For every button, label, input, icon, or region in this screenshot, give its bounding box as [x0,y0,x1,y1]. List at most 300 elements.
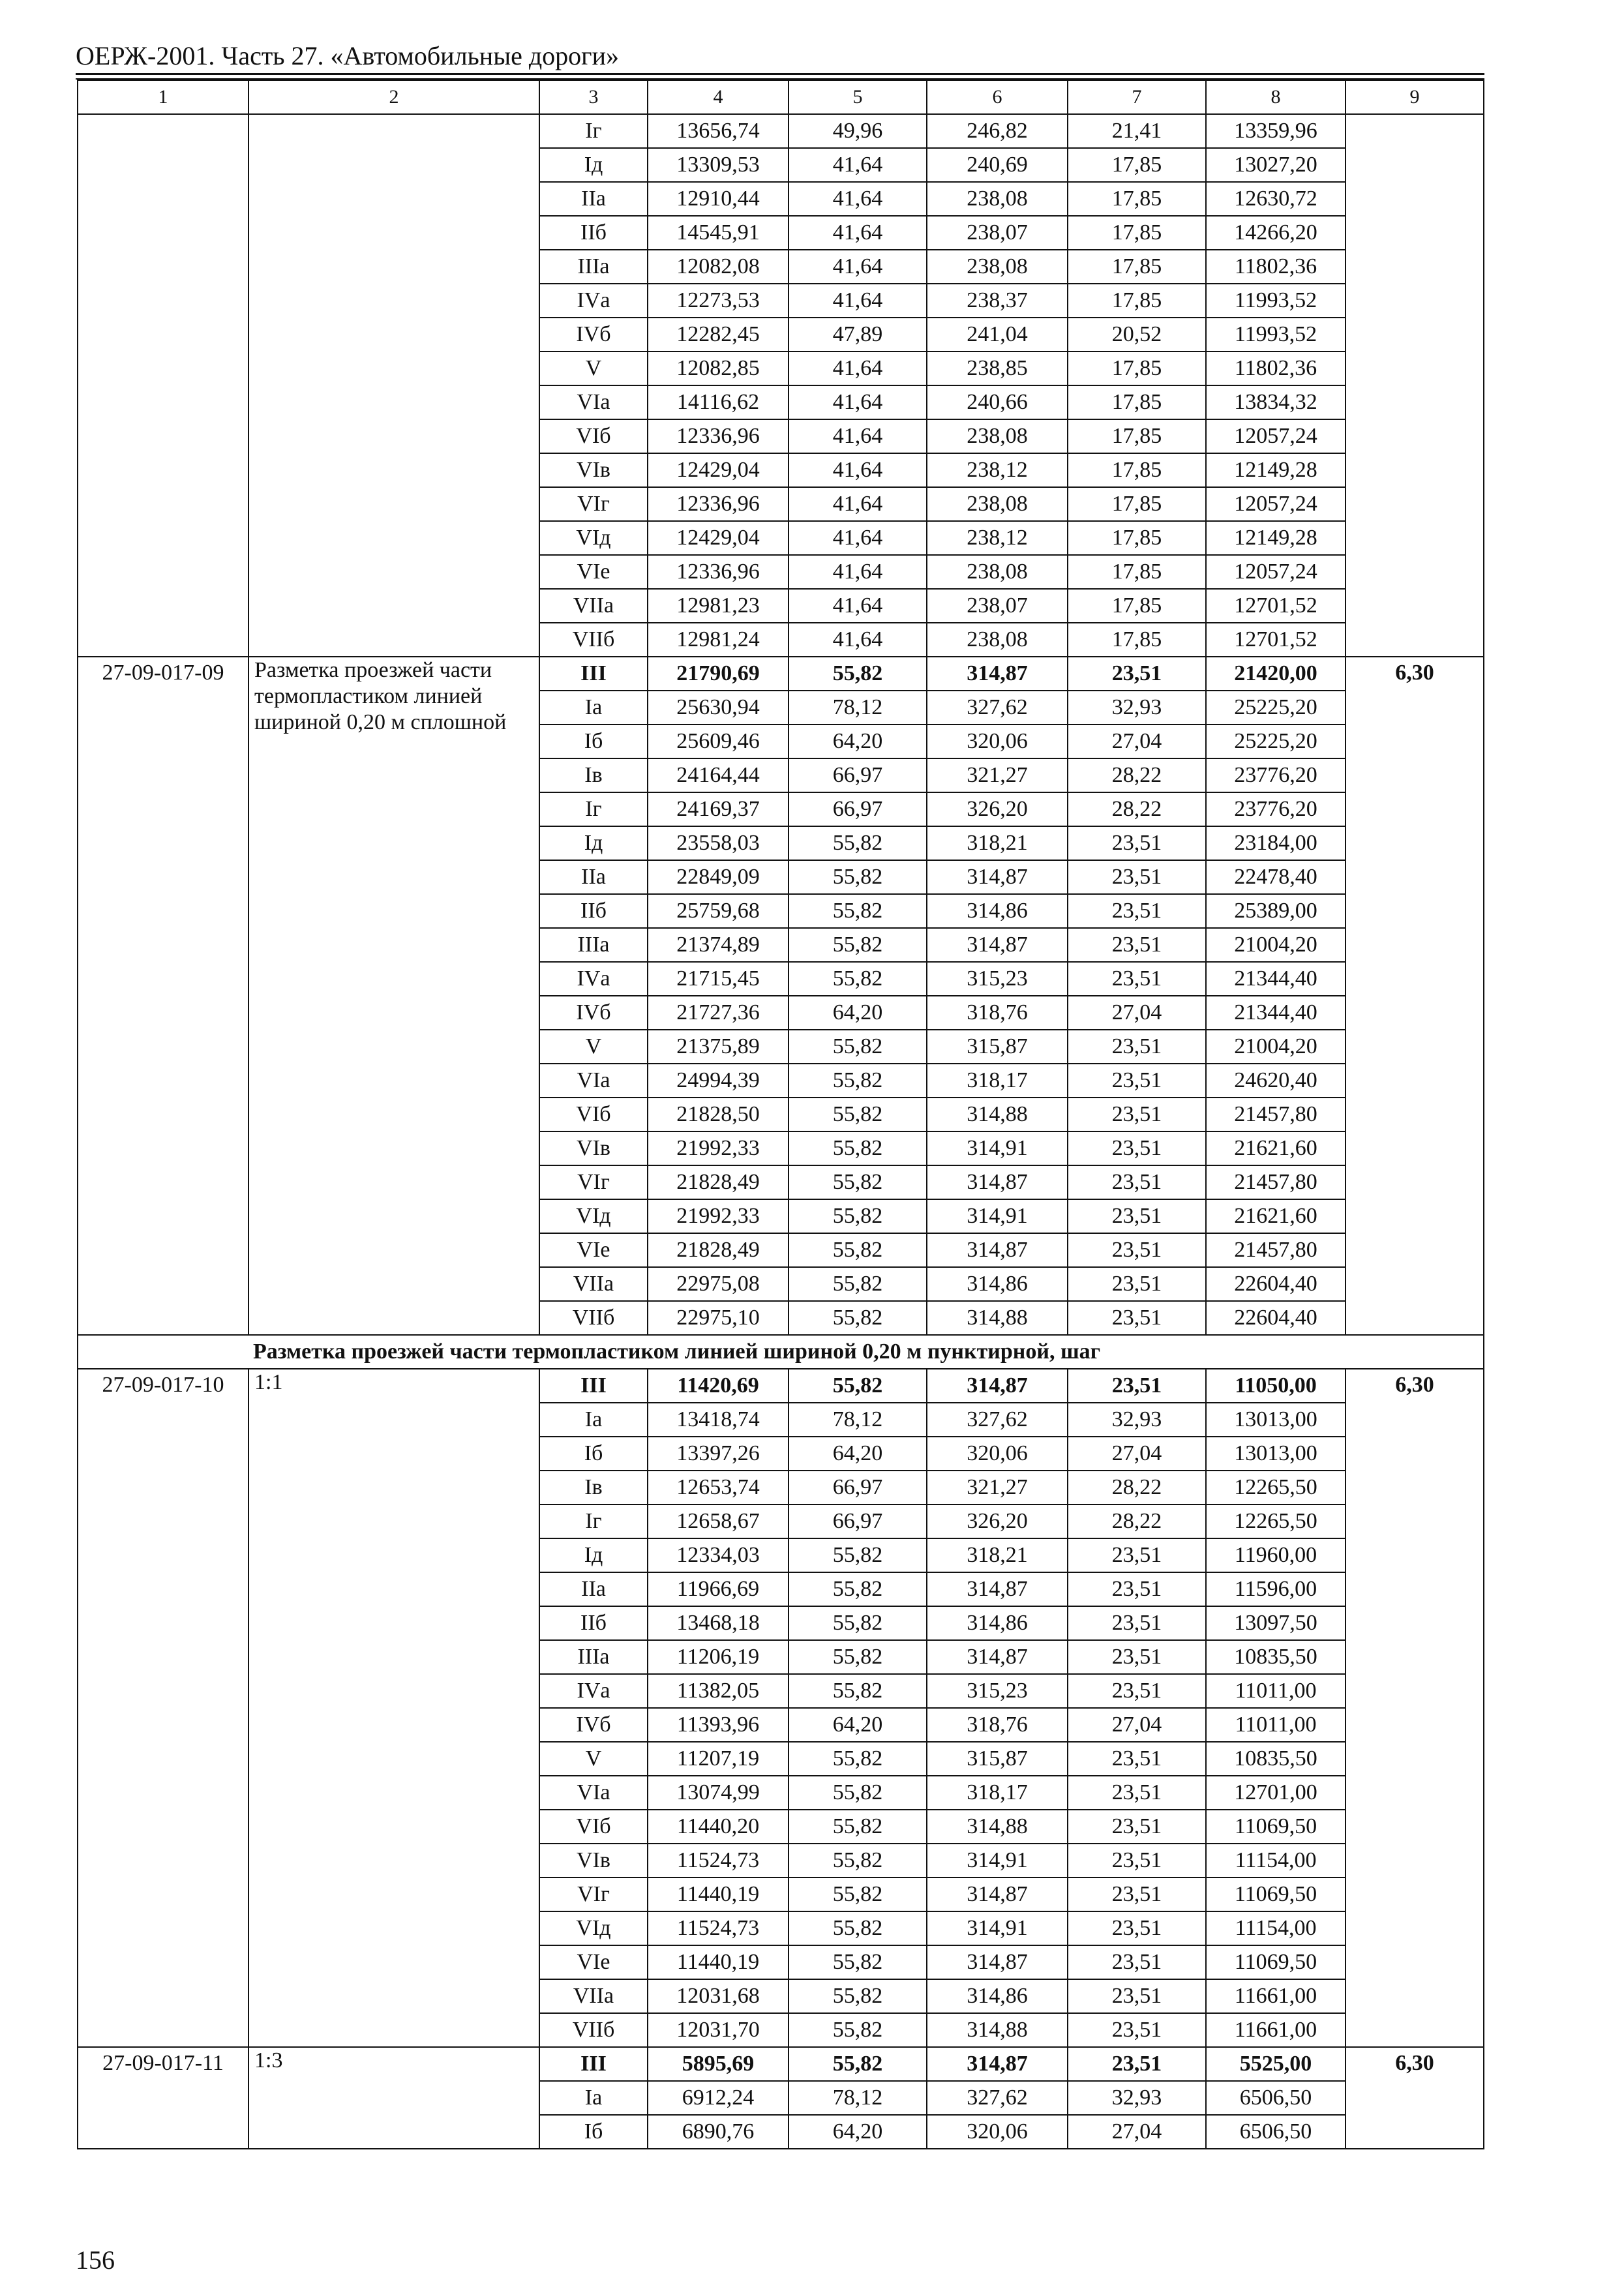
value-cell: 12149,28 [1206,453,1346,487]
zone-cell: VIв [539,453,648,487]
value-cell: 23,51 [1068,1301,1206,1335]
zone-cell: IIа [539,1572,648,1606]
value-cell: 41,64 [789,555,927,589]
value-cell: 13309,53 [648,148,789,182]
zone-cell: Iб [539,2115,648,2149]
zone-cell: Iг [539,114,648,148]
value-cell: 11382,05 [648,1674,789,1708]
zone-cell: Iа [539,2081,648,2115]
zone-cell: VIа [539,1776,648,1810]
value-cell: 23,51 [1068,657,1206,691]
value-cell: 41,64 [789,216,927,250]
value-cell: 21344,40 [1206,962,1346,996]
value-cell: 21621,60 [1206,1199,1346,1233]
column-number: 2 [248,80,539,114]
value-cell: 12282,45 [648,318,789,352]
value-cell: 318,76 [927,1708,1068,1742]
value-cell: 12265,50 [1206,1471,1346,1504]
value-cell: 55,82 [789,1945,927,1979]
value-cell: 12701,00 [1206,1776,1346,1810]
value-cell: 11069,50 [1206,1878,1346,1911]
value-cell: 318,17 [927,1776,1068,1810]
value-cell: 25630,94 [648,691,789,725]
value-cell: 314,86 [927,1979,1068,2013]
value-cell: 12057,24 [1206,487,1346,521]
column-number: 7 [1068,80,1206,114]
value-cell: 321,27 [927,758,1068,792]
column-number: 5 [789,80,927,114]
value-cell: 240,66 [927,385,1068,419]
value-cell: 327,62 [927,1403,1068,1437]
value-cell: 314,87 [927,1233,1068,1267]
work-description [248,114,539,657]
value-cell: 66,97 [789,792,927,826]
value-cell: 55,82 [789,1844,927,1878]
value-cell: 66,97 [789,1471,927,1504]
value-cell: 21004,20 [1206,928,1346,962]
value-cell: 238,08 [927,182,1068,216]
zone-cell: VIв [539,1844,648,1878]
value-cell: 11069,50 [1206,1810,1346,1844]
value-cell: 28,22 [1068,1504,1206,1538]
value-cell: 314,88 [927,1098,1068,1131]
value-cell: 25609,46 [648,725,789,758]
zone-cell: Iд [539,148,648,182]
value-cell: 41,64 [789,521,927,555]
value-cell: 23,51 [1068,1844,1206,1878]
value-cell: 23,51 [1068,1131,1206,1165]
zone-cell: VIб [539,1098,648,1131]
zone-cell: IVа [539,1674,648,1708]
zone-cell: VIIб [539,1301,648,1335]
value-cell: 23,51 [1068,1572,1206,1606]
zone-cell: III [539,1369,648,1403]
value-cell: 12658,67 [648,1504,789,1538]
value-cell: 320,06 [927,1437,1068,1471]
zone-cell: VIе [539,555,648,589]
value-cell: 240,69 [927,148,1068,182]
value-cell: 55,82 [789,860,927,894]
zone-cell: VIб [539,1810,648,1844]
value-cell: 47,89 [789,318,927,352]
value-cell: 27,04 [1068,725,1206,758]
value-cell: 55,82 [789,2013,927,2047]
zone-cell: VIг [539,487,648,521]
value-cell: 24994,39 [648,1064,789,1098]
value-cell: 21,41 [1068,114,1206,148]
value-cell: 11596,00 [1206,1572,1346,1606]
value-cell: 17,85 [1068,385,1206,419]
value-cell: 314,87 [927,1878,1068,1911]
value-cell: 23,51 [1068,1199,1206,1233]
value-cell: 23,51 [1068,928,1206,962]
value-cell: 55,82 [789,1911,927,1945]
value-cell: 11393,96 [648,1708,789,1742]
value-cell: 238,12 [927,453,1068,487]
zone-cell: Iг [539,792,648,826]
value-cell: 55,82 [789,1369,927,1403]
value-cell: 314,87 [927,1369,1068,1403]
value-cell: 21790,69 [648,657,789,691]
value-cell: 13074,99 [648,1776,789,1810]
value-cell: 13468,18 [648,1606,789,1640]
page-number: 156 [76,2245,115,2275]
value-cell: 12031,70 [648,2013,789,2047]
value-cell: 22478,40 [1206,860,1346,894]
value-cell: 17,85 [1068,453,1206,487]
value-cell: 246,82 [927,114,1068,148]
value-cell: 326,20 [927,792,1068,826]
value-cell: 41,64 [789,148,927,182]
value-cell: 55,82 [789,657,927,691]
value-cell: 78,12 [789,2081,927,2115]
zone-cell: V [539,352,648,385]
value-cell: 23,51 [1068,1267,1206,1301]
value-cell: 12429,04 [648,453,789,487]
table-row [78,114,1484,148]
value-cell: 314,87 [927,657,1068,691]
zone-cell: Iв [539,1471,648,1504]
value-cell: 12336,96 [648,419,789,453]
value-cell: 23,51 [1068,1674,1206,1708]
value-cell: 23,51 [1068,1878,1206,1911]
labor-rate: 6,30 [1346,657,1484,1335]
value-cell: 17,85 [1068,352,1206,385]
value-cell: 314,87 [927,860,1068,894]
value-cell: 17,85 [1068,589,1206,623]
value-cell: 11524,73 [648,1911,789,1945]
value-cell: 314,88 [927,2013,1068,2047]
value-cell: 12701,52 [1206,589,1346,623]
value-cell: 27,04 [1068,996,1206,1030]
zone-cell: IIб [539,1606,648,1640]
zone-cell: IIб [539,216,648,250]
value-cell: 21374,89 [648,928,789,962]
value-cell: 12273,53 [648,284,789,318]
value-cell: 5525,00 [1206,2047,1346,2081]
value-cell: 23,51 [1068,1538,1206,1572]
value-cell: 320,06 [927,725,1068,758]
work-description: 1:3 [248,2047,539,2149]
value-cell: 11011,00 [1206,1708,1346,1742]
value-cell: 12149,28 [1206,521,1346,555]
value-cell: 55,82 [789,1776,927,1810]
zone-cell: VIе [539,1945,648,1979]
value-cell: 64,20 [789,1437,927,1471]
value-cell: 21727,36 [648,996,789,1030]
value-cell: 5895,69 [648,2047,789,2081]
rate-code: 27-09-017-10 [78,1369,248,2047]
value-cell: 11440,19 [648,1945,789,1979]
value-cell: 11802,36 [1206,352,1346,385]
value-cell: 25389,00 [1206,894,1346,928]
value-cell: 326,20 [927,1504,1068,1538]
value-cell: 315,23 [927,962,1068,996]
value-cell: 11154,00 [1206,1911,1346,1945]
value-cell: 55,82 [789,894,927,928]
value-cell: 238,07 [927,216,1068,250]
zone-cell: VIд [539,1911,648,1945]
value-cell: 238,08 [927,555,1068,589]
value-cell: 23,51 [1068,1369,1206,1403]
column-number: 1 [78,80,248,114]
value-cell: 12336,96 [648,555,789,589]
section-title-row [78,1335,1484,1369]
value-cell: 315,23 [927,1674,1068,1708]
value-cell: 11206,19 [648,1640,789,1674]
value-cell: 314,87 [927,1945,1068,1979]
zone-cell: VIIа [539,1267,648,1301]
zone-cell: VIб [539,419,648,453]
value-cell: 23184,00 [1206,826,1346,860]
value-cell: 13027,20 [1206,148,1346,182]
value-cell: 314,87 [927,1572,1068,1606]
column-number: 4 [648,80,789,114]
value-cell: 12031,68 [648,1979,789,2013]
value-cell: 12981,24 [648,623,789,657]
value-cell: 28,22 [1068,758,1206,792]
value-cell: 55,82 [789,826,927,860]
value-cell: 17,85 [1068,148,1206,182]
value-cell: 32,93 [1068,1403,1206,1437]
header-rule [76,73,1484,75]
value-cell: 25759,68 [648,894,789,928]
value-cell: 314,91 [927,1911,1068,1945]
zone-cell: VIIа [539,589,648,623]
zone-cell: IIIа [539,250,648,284]
zone-cell: IIIа [539,1640,648,1674]
zone-cell: IVб [539,1708,648,1742]
value-cell: 24620,40 [1206,1064,1346,1098]
value-cell: 41,64 [789,250,927,284]
value-cell: 22604,40 [1206,1301,1346,1335]
zone-cell: V [539,1030,648,1064]
price-table [77,80,1484,2149]
value-cell: 13656,74 [648,114,789,148]
value-cell: 6912,24 [648,2081,789,2115]
value-cell: 21828,49 [648,1233,789,1267]
value-cell: 320,06 [927,2115,1068,2149]
zone-cell: Iг [539,1504,648,1538]
value-cell: 318,21 [927,1538,1068,1572]
value-cell: 25225,20 [1206,691,1346,725]
value-cell: 17,85 [1068,555,1206,589]
value-cell: 11993,52 [1206,284,1346,318]
value-cell: 11802,36 [1206,250,1346,284]
zone-cell: IIб [539,894,648,928]
value-cell: 12910,44 [648,182,789,216]
labor-rate: 6,30 [1346,1369,1484,2047]
value-cell: 238,08 [927,250,1068,284]
value-cell: 17,85 [1068,521,1206,555]
value-cell: 314,91 [927,1199,1068,1233]
value-cell: 314,86 [927,1606,1068,1640]
rate-code [78,114,248,657]
value-cell: 21457,80 [1206,1098,1346,1131]
zone-cell: VIIа [539,1979,648,2013]
value-cell: 314,87 [927,2047,1068,2081]
value-cell: 17,85 [1068,623,1206,657]
value-cell: 238,85 [927,352,1068,385]
zone-cell: VIIб [539,2013,648,2047]
value-cell: 78,12 [789,691,927,725]
value-cell: 55,82 [789,1606,927,1640]
value-cell: 41,64 [789,352,927,385]
value-cell: 321,27 [927,1471,1068,1504]
value-cell: 6506,50 [1206,2081,1346,2115]
value-cell: 14116,62 [648,385,789,419]
value-cell: 49,96 [789,114,927,148]
rate-code: 27-09-017-11 [78,2047,248,2149]
value-cell: 10835,50 [1206,1640,1346,1674]
value-cell: 22975,10 [648,1301,789,1335]
value-cell: 21420,00 [1206,657,1346,691]
value-cell: 11011,00 [1206,1674,1346,1708]
value-cell: 315,87 [927,1030,1068,1064]
value-cell: 238,07 [927,589,1068,623]
column-number: 3 [539,80,648,114]
value-cell: 23,51 [1068,2047,1206,2081]
value-cell: 66,97 [789,758,927,792]
column-number: 6 [927,80,1068,114]
value-cell: 41,64 [789,284,927,318]
zone-cell: Iд [539,1538,648,1572]
value-cell: 55,82 [789,962,927,996]
section-title: Разметка проезжей части термопластиком линией шириной 0,20 м пунктирной, шаг [78,1335,1484,1369]
value-cell: 11661,00 [1206,2013,1346,2047]
value-cell: 21715,45 [648,962,789,996]
zone-cell: VIе [539,1233,648,1267]
value-cell: 22975,08 [648,1267,789,1301]
value-cell: 12653,74 [648,1471,789,1504]
value-cell: 238,12 [927,521,1068,555]
value-cell: 12630,72 [1206,182,1346,216]
value-cell: 55,82 [789,1030,927,1064]
value-cell: 238,08 [927,487,1068,521]
zone-cell: IVб [539,996,648,1030]
value-cell: 21457,80 [1206,1233,1346,1267]
table-row [78,657,1484,691]
value-cell: 238,37 [927,284,1068,318]
labor-rate: 6,30 [1346,2047,1484,2149]
value-cell: 25225,20 [1206,725,1346,758]
value-cell: 55,82 [789,1572,927,1606]
value-cell: 10835,50 [1206,1742,1346,1776]
value-cell: 314,88 [927,1301,1068,1335]
rate-code: 27-09-017-09 [78,657,248,1335]
value-cell: 14266,20 [1206,216,1346,250]
value-cell: 55,82 [789,1301,927,1335]
value-cell: 17,85 [1068,182,1206,216]
value-cell: 11069,50 [1206,1945,1346,1979]
value-cell: 21344,40 [1206,996,1346,1030]
value-cell: 241,04 [927,318,1068,352]
value-cell: 21621,60 [1206,1131,1346,1165]
value-cell: 23,51 [1068,1979,1206,2013]
value-cell: 23,51 [1068,1606,1206,1640]
value-cell: 11966,69 [648,1572,789,1606]
value-cell: 11960,00 [1206,1538,1346,1572]
value-cell: 13013,00 [1206,1437,1346,1471]
value-cell: 314,87 [927,1165,1068,1199]
value-cell: 55,82 [789,1674,927,1708]
zone-cell: III [539,657,648,691]
value-cell: 21828,49 [648,1165,789,1199]
value-cell: 12701,52 [1206,623,1346,657]
value-cell: 22604,40 [1206,1267,1346,1301]
value-cell: 12265,50 [1206,1504,1346,1538]
value-cell: 23,51 [1068,1098,1206,1131]
zone-cell: VIд [539,1199,648,1233]
value-cell: 23,51 [1068,1233,1206,1267]
labor-rate [1346,114,1484,657]
value-cell: 41,64 [789,385,927,419]
value-cell: 17,85 [1068,487,1206,521]
value-cell: 314,87 [927,1640,1068,1674]
work-description: 1:1 [248,1369,539,2047]
value-cell: 55,82 [789,1878,927,1911]
value-cell: 21457,80 [1206,1165,1346,1199]
value-cell: 41,64 [789,487,927,521]
value-cell: 27,04 [1068,1437,1206,1471]
zone-cell: IVа [539,962,648,996]
table-row [78,1369,1484,1403]
value-cell: 318,17 [927,1064,1068,1098]
value-cell: 314,91 [927,1131,1068,1165]
value-cell: 64,20 [789,2115,927,2149]
value-cell: 23,51 [1068,1165,1206,1199]
zone-cell: Iв [539,758,648,792]
value-cell: 21375,89 [648,1030,789,1064]
value-cell: 23,51 [1068,1810,1206,1844]
value-cell: 315,87 [927,1742,1068,1776]
zone-cell: Iб [539,725,648,758]
value-cell: 41,64 [789,182,927,216]
page-header: ОЕРЖ-2001. Часть 27. «Автомобильные дороги» [76,41,619,70]
value-cell: 327,62 [927,691,1068,725]
value-cell: 12057,24 [1206,419,1346,453]
value-cell: 64,20 [789,725,927,758]
value-cell: 23,51 [1068,1064,1206,1098]
value-cell: 12429,04 [648,521,789,555]
value-cell: 11440,19 [648,1878,789,1911]
work-description: Разметка проезжей части термопластиком линией шириной 0,20 м сплошной [248,657,539,1335]
value-cell: 314,88 [927,1810,1068,1844]
value-cell: 23,51 [1068,1640,1206,1674]
zone-cell: IVа [539,284,648,318]
zone-cell: VIа [539,385,648,419]
value-cell: 23,51 [1068,1742,1206,1776]
value-cell: 11993,52 [1206,318,1346,352]
value-cell: 23,51 [1068,1030,1206,1064]
table-row [78,2047,1484,2081]
zone-cell: VIд [539,521,648,555]
value-cell: 23,51 [1068,894,1206,928]
value-cell: 21992,33 [648,1131,789,1165]
value-cell: 28,22 [1068,792,1206,826]
value-cell: 13359,96 [1206,114,1346,148]
value-cell: 318,21 [927,826,1068,860]
value-cell: 11420,69 [648,1369,789,1403]
value-cell: 55,82 [789,1165,927,1199]
value-cell: 23,51 [1068,1945,1206,1979]
value-cell: 23,51 [1068,1911,1206,1945]
value-cell: 24164,44 [648,758,789,792]
value-cell: 238,08 [927,419,1068,453]
value-cell: 17,85 [1068,250,1206,284]
value-cell: 238,08 [927,623,1068,657]
value-cell: 41,64 [789,419,927,453]
